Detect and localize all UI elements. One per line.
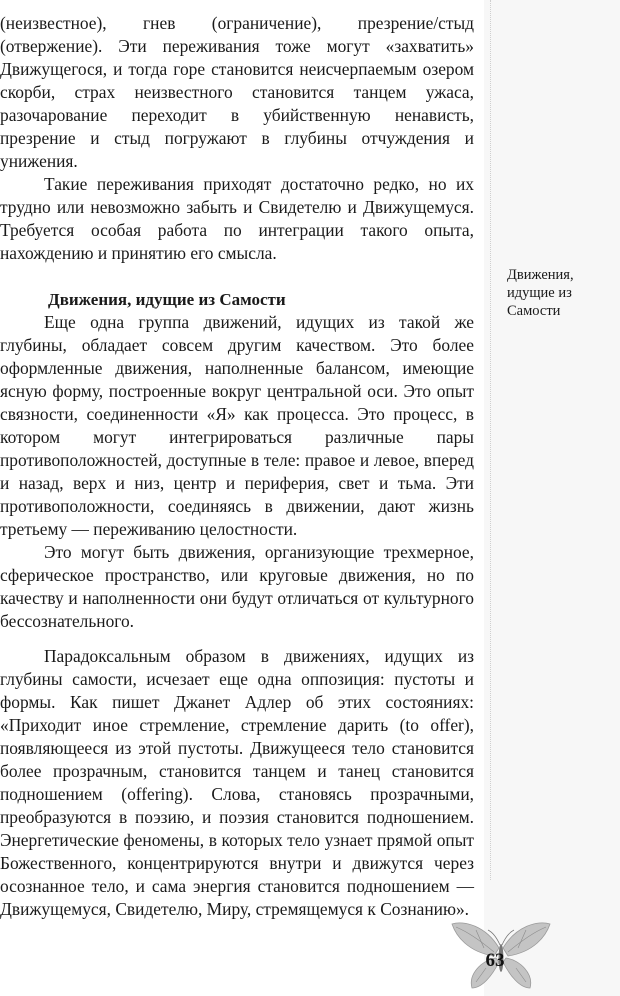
- gutter-divider: [490, 0, 491, 880]
- page-number: 63: [485, 950, 505, 971]
- paragraph: Еще одна группа движений, идущих из такой же глубины, обладает совсем другим качеством. Это более оформленные движения, наполненные балансом, имеющие ясную форму, построенные вокруг центральной оси. Это опыт связности, соединенности «Я» как процесса. Это процесс, в котором могут интегрироваться различные пары противоположностей, доступные в теле: правое и левое, вперед и назад, верх и низ, центр и периферия, свет и тьма. Эти противоположности, соединяясь в движении, дают жизнь третьему — переживанию целостности.: [0, 312, 474, 539]
- paragraph: Такие переживания приходят достаточно редко, но их трудно или невозможно забыть и Свидетелю и Движущемуся. Требуется особая работа по интеграции такого опыта, нахождению и принятию его смысла.: [0, 174, 474, 263]
- paragraph: Это могут быть движения, организующие трехмерное, сферическое пространство, или круговые движения, но по качеству и наполненности они будут отличаться от культурного бессознательного.: [0, 542, 474, 631]
- margin-note: Движения, идущие из Самости: [507, 267, 574, 319]
- section-heading: Движения, идущие из Самости: [48, 290, 286, 309]
- section-gap: [0, 265, 474, 288]
- paragraph: (неизвестное), гнев (ограничение), презрение/стыд (отвержение). Эти переживания тоже могут «захватить» Движущегося, и тогда горе становится неисчерпаемым озером скорби, страх неизвестного становится танцем ужаса, разочарование переходит в убийственную ненависть, презрение и стыд погружают в глубины отчуждения и унижения.: [0, 13, 474, 171]
- page-body: [0, 12, 474, 921]
- paragraph: Парадоксальным образом в движениях, идущих из глубины самости, исчезает еще одна оппозиция: пустоты и формы. Как пишет Джанет Адлер об этих состояниях: «Приходит иное стремление, стремление дарить (to offer), появляющееся из этой пустоты. Движущееся тело становится более прозрачным, становится танцем и танец становится подношением (offering). Слова, становясь прозрачными, преобразуются в поэзию, и поэзия становится подношением. Энергетические феномены, в которых тело узнает прямой опыт Божественного, концентрируются внутри и движутся через осознанное тело, и сама энергия становится подношением — Движущемуся, Свидетелю, Миру, стремящемуся к Сознанию».: [0, 646, 474, 919]
- margin-gutter: [484, 0, 620, 996]
- paragraph-gap: [0, 633, 474, 645]
